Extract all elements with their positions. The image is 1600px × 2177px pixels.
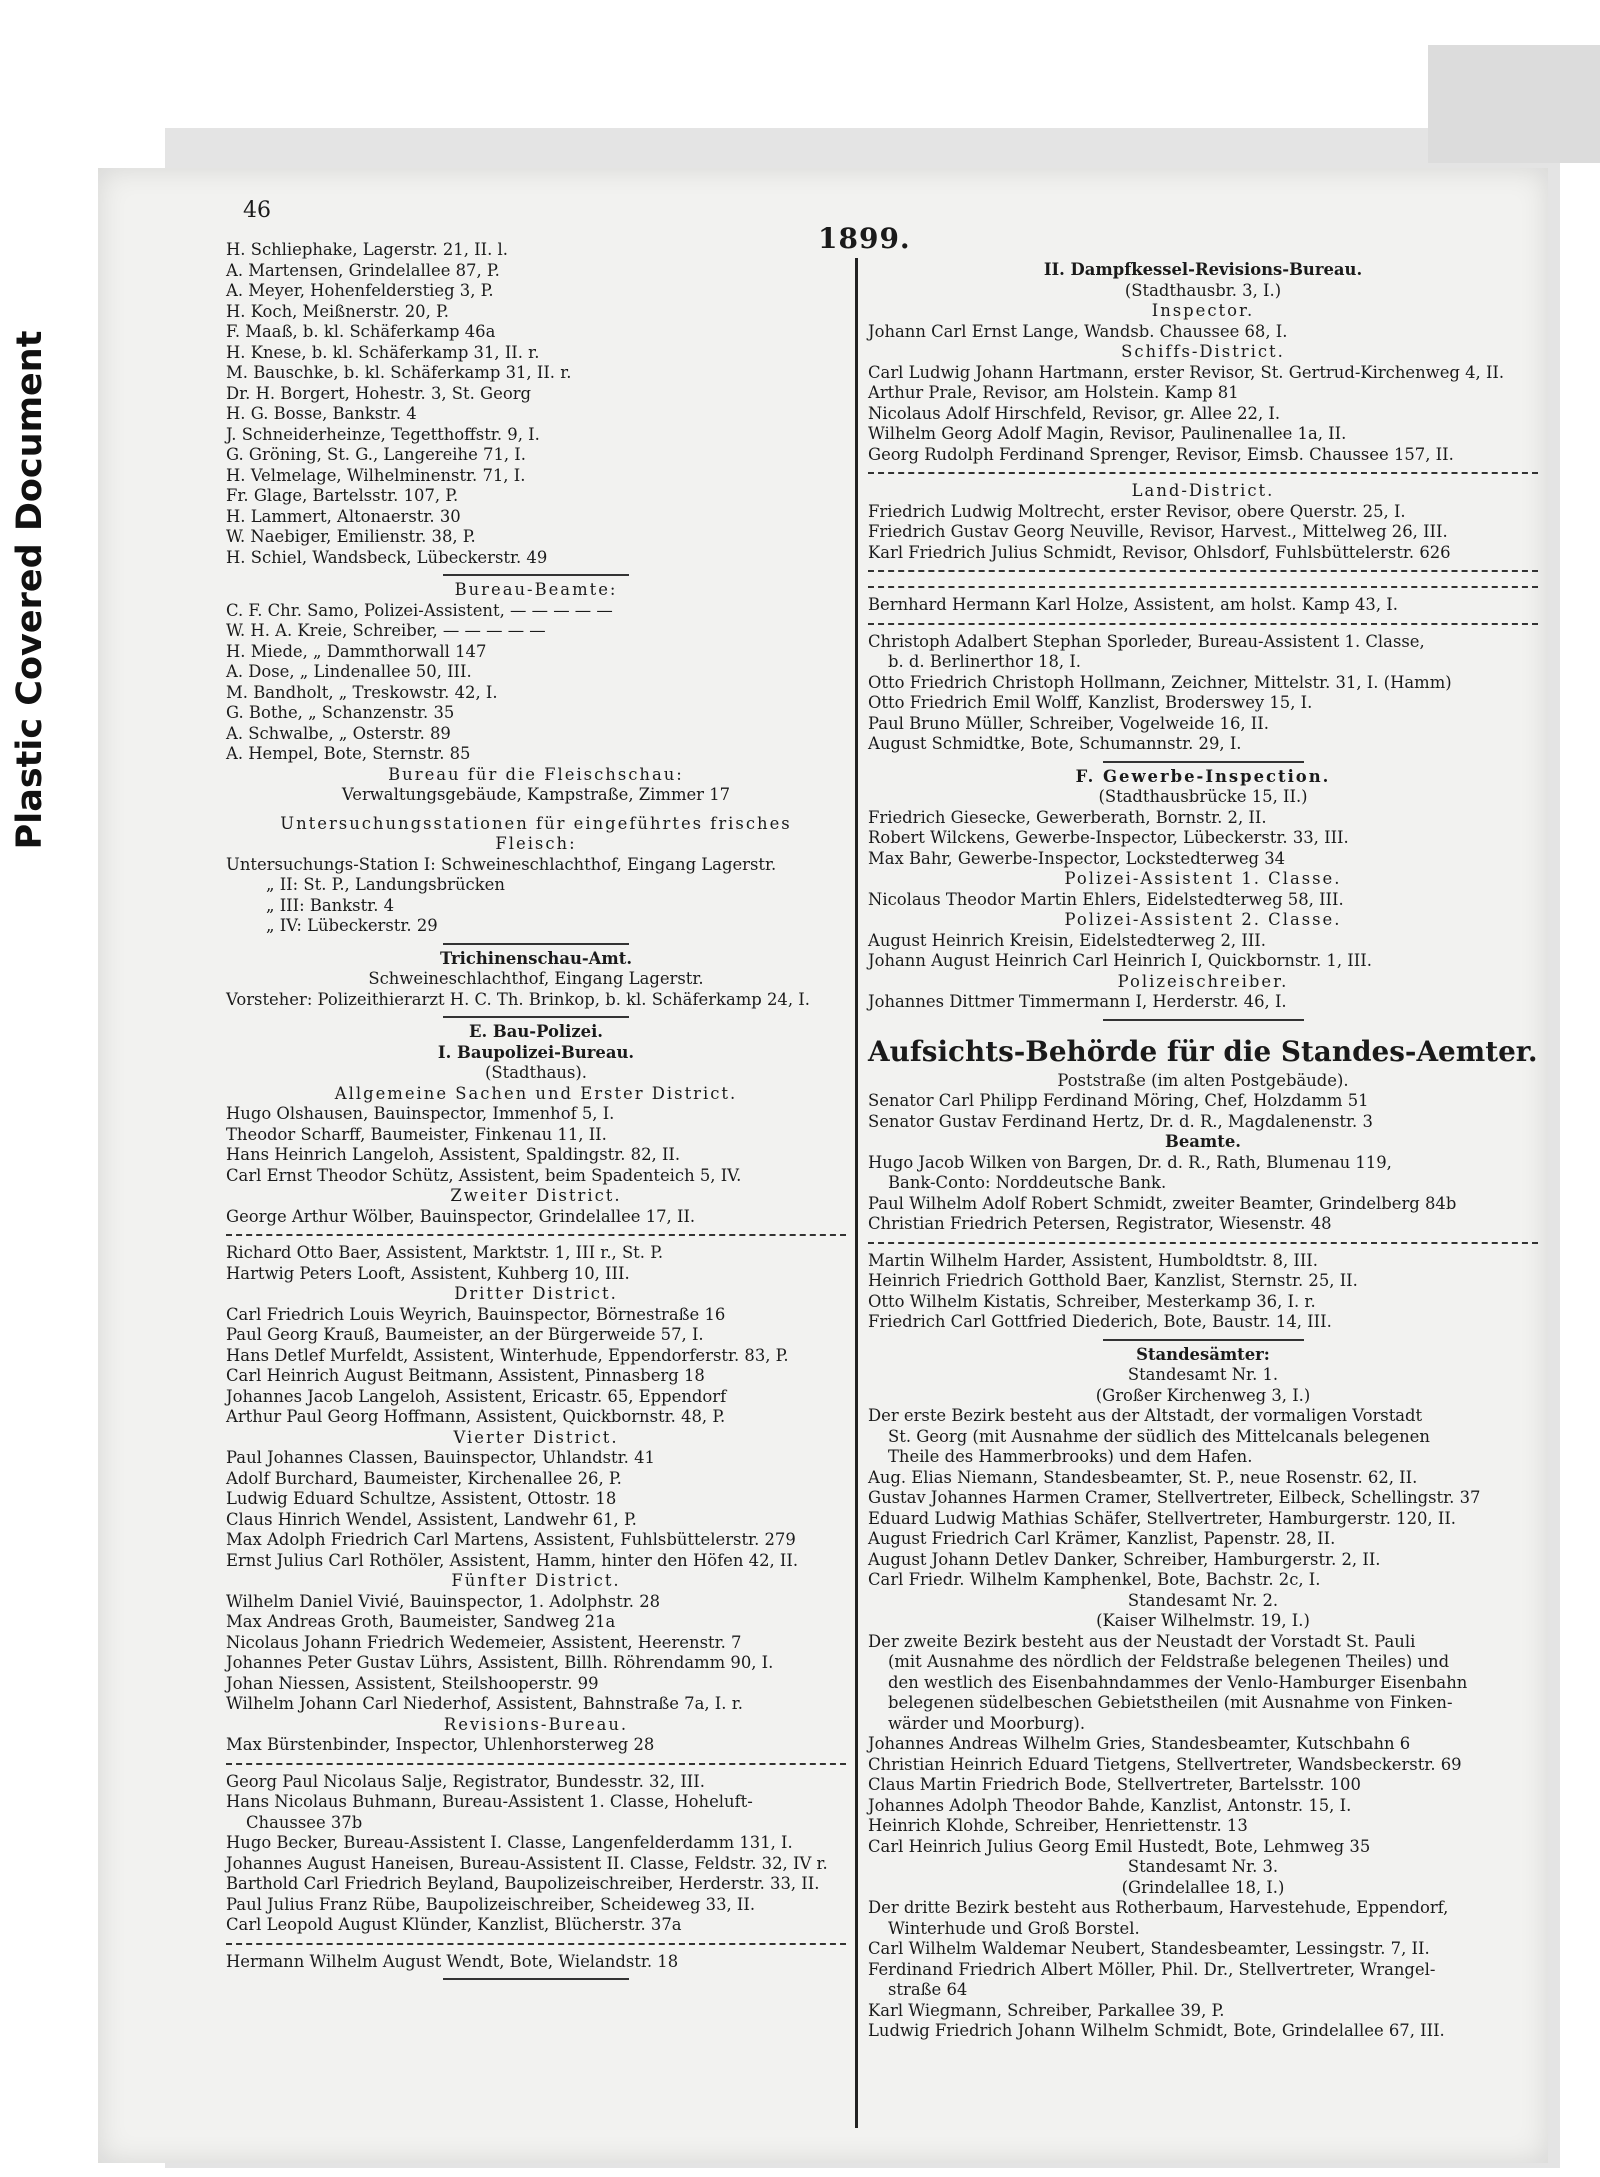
section-heading: Standesämter: (1136, 1344, 1270, 1364)
entry-line: Heinrich Klohde, Schreiber, Henriettenstr. 13 (868, 1816, 1248, 1835)
entry-line: Max Bahr, Gewerbe-Inspector, Lockstedterweg 34 (868, 848, 1286, 868)
entry-line: Carl Friedrich Louis Weyrich, Bauinspector, Börnestraße 16 (226, 1304, 726, 1324)
section-heading: F. Gewerbe-Inspection. (1075, 766, 1331, 786)
page-number: 46 (243, 198, 271, 223)
entry-line: Otto Friedrich Emil Wolff, Kanzlist, Broderswey 15, I. (868, 693, 1313, 712)
entry-line: St. Georg (mit Ausnahme der südlich des Mittelcanals belegenen (888, 1426, 1430, 1446)
entry-line: Standesamt Nr. 1. (1127, 1365, 1279, 1384)
entry-line: H. Schliephake, Lagerstr. 21, II. l. (226, 240, 508, 259)
entry-line: A. Meyer, Hohenfelderstieg 3, P. (226, 281, 494, 300)
entry-line: August Heinrich Kreisin, Eidelstedterweg 2, III. (868, 930, 1266, 950)
entry-line: Paul Wilhelm Adolf Robert Schmidt, zweiter Beamter, Grindelberg 84b (868, 1193, 1457, 1213)
entry-line: Nicolaus Johann Friedrich Wedemeier, Assistent, Heerenstr. 7 (226, 1632, 742, 1652)
section-heading: Revisions-Bureau. (443, 1714, 629, 1734)
page-edge (1428, 45, 1600, 163)
dashed-separator (868, 579, 1538, 595)
entry-line: G. Bothe, „ Schanzenstr. 35 (226, 703, 455, 722)
section-heading: Bureau für die Fleischschau: (388, 764, 684, 784)
entry-line: Carl Leopold August Klünder, Kanzlist, Blücherstr. 37a (226, 1915, 682, 1934)
entry-line: Hugo Becker, Bureau-Assistent I. Classe, Langenfelderdamm 131, I. (226, 1833, 793, 1852)
entry-line: Untersuchungs-Station I: Schweineschlachthof, Eingang Lagerstr. (226, 854, 777, 874)
entry-line: H. Lammert, Altonaerstr. 30 (226, 506, 461, 526)
entry-line: August Johann Detlev Danker, Schreiber, Hamburgerstr. 2, II. (868, 1549, 1381, 1569)
entry-line: August Schmidtke, Bote, Schumannstr. 29, I. (868, 734, 1242, 753)
entry-line: H. Schiel, Wandsbeck, Lübeckerstr. 49 (226, 547, 548, 567)
entry-line: Standesamt Nr. 2. (1127, 1590, 1279, 1610)
entry-line: Carl Heinrich August Beitmann, Assistent, Pinnasberg 18 (226, 1366, 705, 1385)
entry-line: Johan Niessen, Assistent, Steilshooperstr. 99 (226, 1673, 599, 1693)
entry-line: Chaussee 37b (246, 1812, 363, 1832)
entry-line: Ferdinand Friedrich Albert Möller, Phil. Dr., Stellvertreter, Wrangel- (868, 1959, 1436, 1979)
separator (226, 1972, 846, 1984)
entry-line: J. Schneiderheinze, Tegetthoffstr. 9, I. (226, 424, 540, 444)
entry-line: Friedrich Giesecke, Gewerberath, Bornstr. 2, II. (868, 807, 1267, 827)
entry-line: Johannes Dittmer Timmermann I, Herderstr. 46, I. (868, 992, 1287, 1011)
entry-line: „ IV: Lübeckerstr. 29 (266, 916, 438, 935)
entry-line: Christoph Adalbert Stephan Sporleder, Bureau-Assistent 1. Classe, (868, 631, 1425, 651)
entry-line: Arthur Paul Georg Hoffmann, Assistent, Quickbornstr. 48, P. (226, 1407, 726, 1426)
entry-line: Paul Georg Krauß, Baumeister, an der Bürgerweide 57, I. (226, 1325, 704, 1344)
entry-line: Johann Carl Ernst Lange, Wandsb. Chaussee 68, I. (868, 321, 1288, 341)
entry-line: „ III: Bankstr. 4 (266, 895, 395, 915)
entry-line: C. F. Chr. Samo, Polizei-Assistent, — — — — — (226, 600, 613, 620)
section-heading: Inspector. (1151, 301, 1255, 320)
entry-line: (mit Ausnahme des nördlich der Feldstraße belegenen Theiles) und (888, 1652, 1450, 1671)
section-heading: Fleisch: (495, 834, 577, 853)
section-heading: I. Baupolizei-Bureau. (437, 1042, 635, 1062)
section-heading: Beamte. (1165, 1132, 1241, 1151)
entry-line: Fr. Glage, Bartelsstr. 107, P. (226, 486, 459, 505)
entry-line: Otto Friedrich Christoph Hollmann, Zeichner, Mittelstr. 31, I. (Hamm) (868, 672, 1452, 692)
entry-line: Martin Wilhelm Harder, Assistent, Humboldtstr. 8, III. (868, 1250, 1318, 1270)
section-heading: Schiffs-District. (1121, 342, 1285, 361)
entry-line: Standesamt Nr. 3. (1127, 1857, 1279, 1876)
entry-line: A. Martensen, Grindelallee 87, P. (226, 260, 500, 280)
entry-line: Johannes Jacob Langeloh, Assistent, Ericastr. 65, Eppendorf (226, 1386, 727, 1406)
entry-line: W. H. A. Kreie, Schreiber, — — — — — (226, 621, 546, 640)
entry-line: Poststraße (im alten Postgebäude). (1057, 1070, 1349, 1090)
entry-line: Paul Johannes Classen, Bauinspector, Uhlandstr. 41 (226, 1448, 655, 1467)
entry-line: Barthold Carl Friedrich Beyland, Baupolizeischreiber, Herderstr. 33, II. (226, 1874, 820, 1893)
entry-line: den westlich des Eisenbahndammes der Venlo-Hamburger Eisenbahn (888, 1672, 1468, 1692)
section-heading: Zweiter District. (450, 1186, 622, 1205)
entry-line: Ernst Julius Carl Rothöler, Assistent, Hamm, hinter den Höfen 42, II. (226, 1550, 799, 1570)
entry-line: (Stadthausbr. 3, I.) (1124, 280, 1282, 300)
entry-line: Carl Ludwig Johann Hartmann, erster Revisor, St. Gertrud-Kirchenweg 4, II. (868, 362, 1505, 382)
entry-line: Nicolaus Adolf Hirschfeld, Revisor, gr. Allee 22, I. (868, 403, 1281, 423)
section-heading: Fünfter District. (451, 1571, 621, 1590)
entry-line: Der dritte Bezirk besteht aus Rotherbaum, Harvestehude, Eppendorf, (868, 1898, 1449, 1917)
entry-line: Bank-Conto: Norddeutsche Bank. (888, 1173, 1167, 1192)
overlay-label-text: Plastic Covered Document (10, 330, 50, 850)
entry-line: Wilhelm Johann Carl Niederhof, Assistent, Bahnstraße 7a, I. r. (226, 1694, 743, 1713)
entry-line: Johannes Andreas Wilhelm Gries, Standesbeamter, Kutschbahn 6 (868, 1734, 1411, 1753)
separator (226, 1010, 846, 1022)
entry-line: (Grindelallee 18, I.) (1121, 1877, 1285, 1897)
entry-line: Hugo Olshausen, Bauinspector, Immenhof 5, I. (226, 1104, 615, 1123)
separator (226, 568, 846, 580)
section-heading: Bureau-Beamte: (454, 580, 618, 599)
entry-line: Eduard Ludwig Mathias Schäfer, Stellvertreter, Hamburgerstr. 120, II. (868, 1508, 1457, 1528)
entry-line: Carl Friedr. Wilhelm Kamphenkel, Bote, Bachstr. 2c, I. (868, 1570, 1321, 1589)
entry-line: H. G. Bosse, Bankstr. 4 (226, 404, 417, 423)
separator (868, 755, 1538, 767)
entry-line: Hans Nicolaus Buhmann, Bureau-Assistent 1. Classe, Hoheluft- (226, 1792, 753, 1811)
entry-line: Paul Bruno Müller, Schreiber, Vogelweide 16, II. (868, 713, 1269, 733)
entry-line: Georg Paul Nicolaus Salje, Registrator, Bundesstr. 32, III. (226, 1771, 705, 1791)
entry-line: Der zweite Bezirk besteht aus der Neustadt der Vorstadt St. Pauli (868, 1631, 1416, 1651)
entry-line: M. Bauschke, b. kl. Schäferkamp 31, II. r. (226, 363, 572, 382)
entry-line: Senator Carl Philipp Ferdinand Möring, Chef, Holzdamm 51 (868, 1091, 1369, 1110)
entry-line: A. Hempel, Bote, Sternstr. 85 (226, 744, 471, 763)
entry-line: August Friedrich Carl Krämer, Kanzlist, Papenstr. 28, II. (868, 1529, 1336, 1548)
entry-line: H. Velmelage, Wilhelminenstr. 71, I. (226, 465, 526, 485)
entry-line: W. Naebiger, Emilienstr. 38, P. (226, 527, 476, 546)
separator (868, 1013, 1538, 1025)
entry-line: Georg Rudolph Ferdinand Sprenger, Revisor, Eimsb. Chaussee 157, II. (868, 444, 1454, 464)
entry-line: Vorsteher: Polizeithierarzt H. C. Th. Brinkop, b. kl. Schäferkamp 24, I. (226, 989, 810, 1009)
entry-line: F. Maaß, b. kl. Schäferkamp 46a (226, 322, 496, 341)
entry-line: Johann August Heinrich Carl Heinrich I, Quickbornstr. 1, III. (868, 951, 1372, 970)
entry-line: Karl Wiegmann, Schreiber, Parkallee 39, P. (868, 2000, 1225, 2020)
entry-line: A. Dose, „ Lindenallee 50, III. (226, 662, 472, 681)
section-heading: Land-District. (1131, 481, 1275, 500)
spacer (226, 806, 846, 814)
document-page (98, 168, 1548, 2163)
entry-line: H. Knese, b. kl. Schäferkamp 31, II. r. (226, 342, 540, 362)
entry-line: wärder und Moorburg). (888, 1713, 1086, 1733)
dashed-separator (226, 1756, 846, 1772)
entry-line: belegenen südelbeschen Gebietstheilen (mit Ausnahme von Finken- (888, 1693, 1453, 1712)
entry-line: Nicolaus Theodor Martin Ehlers, Eidelstedterweg 58, III. (868, 889, 1344, 909)
entry-line: (Stadthausbrücke 15, II.) (1098, 787, 1308, 806)
entry-line: Friedrich Gustav Georg Neuville, Revisor, Harvest., Mittelweg 26, III. (868, 522, 1448, 541)
entry-line: Christian Friedrich Petersen, Registrator, Wiesenstr. 48 (868, 1214, 1332, 1233)
entry-line: Wilhelm Daniel Vivié, Bauinspector, 1. Adolphstr. 28 (226, 1591, 661, 1611)
dashed-separator (868, 1235, 1538, 1251)
entry-line: Robert Wilckens, Gewerbe-Inspector, Lübeckerstr. 33, III. (868, 828, 1349, 847)
section-heading: Allgemeine Sachen und Erster District. (334, 1083, 738, 1103)
entry-line: Adolf Burchard, Baumeister, Kirchenallee 26, P. (226, 1468, 622, 1488)
section-heading: Untersuchungsstationen für eingeführtes frisches (280, 813, 792, 833)
entry-line: Bernhard Hermann Karl Holze, Assistent, am holst. Kamp 43, I. (868, 595, 1398, 614)
entry-line: Carl Ernst Theodor Schütz, Assistent, beim Spadenteich 5, IV. (226, 1165, 742, 1185)
column-divider (855, 258, 858, 2128)
entry-line: Friedrich Carl Gottfried Diederich, Bote, Baustr. 14, III. (868, 1312, 1332, 1331)
entry-line: Hartwig Peters Looft, Assistent, Kuhberg 10, III. (226, 1263, 630, 1283)
entry-line: Theodor Scharff, Baumeister, Finkenau 11, II. (226, 1124, 607, 1144)
entry-line: (Großer Kirchenweg 3, I.) (1095, 1385, 1311, 1405)
entry-line: Johannes August Haneisen, Bureau-Assistent II. Classe, Feldstr. 32, IV r. (226, 1853, 828, 1873)
section-heading: Polizeischreiber. (1117, 971, 1289, 991)
section-heading: E. Bau-Polizei. (468, 1022, 604, 1041)
entry-line: „ II: St. P., Landungsbrücken (266, 875, 505, 894)
dashed-separator (868, 563, 1538, 579)
entry-line: Verwaltungsgebäude, Kampstraße, Zimmer 17 (341, 785, 731, 804)
entry-line: Arthur Prale, Revisor, am Holstein. Kamp 81 (868, 383, 1239, 402)
section-heading: Polizei-Assistent 1. Classe. (1064, 869, 1342, 888)
entry-line: Friedrich Ludwig Moltrecht, erster Revisor, obere Querstr. 25, I. (868, 501, 1406, 521)
entry-line: (Stadthaus). (485, 1063, 587, 1082)
section-heading: Vierter District. (453, 1427, 619, 1447)
entry-line: Hans Detlef Murfeldt, Assistent, Winterhude, Eppendorferstr. 83, P. (226, 1345, 789, 1365)
entry-line: Carl Wilhelm Waldemar Neubert, Standesbeamter, Lessingstr. 7, II. (868, 1939, 1430, 1958)
entry-line: Christian Heinrich Eduard Tietgens, Stellvertreter, Wandsbeckerstr. 69 (868, 1754, 1462, 1774)
entry-line: Hans Heinrich Langeloh, Assistent, Spaldingstr. 82, II. (226, 1145, 681, 1164)
entry-line: Dr. H. Borgert, Hohestr. 3, St. Georg (226, 383, 532, 403)
entry-line: H. Miede, „ Dammthorwall 147 (226, 641, 487, 661)
entry-line: Johannes Adolph Theodor Bahde, Kanzlist, Antonstr. 15, I. (868, 1795, 1352, 1815)
section-heading: Aufsichts-Behörde für die Standes-Aemter. (868, 1034, 1538, 1068)
entry-line: H. Koch, Meißnerstr. 20, P. (226, 301, 449, 321)
entry-line: Johannes Peter Gustav Lührs, Assistent, Billh. Röhrendamm 90, I. (226, 1653, 774, 1672)
entry-line: Claus Hinrich Wendel, Assistent, Landwehr 61, P. (226, 1509, 637, 1529)
entry-line: Gustav Johannes Harmen Cramer, Stellvertreter, Eilbeck, Schellingstr. 37 (868, 1488, 1481, 1507)
dashed-separator (868, 616, 1538, 632)
entry-line: Richard Otto Baer, Assistent, Marktstr. 1, III r., St. P. (226, 1243, 664, 1262)
entry-line: straße 64 (888, 1980, 968, 1999)
section-heading: Dritter District. (454, 1284, 618, 1303)
entry-line: Heinrich Friedrich Gotthold Baer, Kanzlist, Sternstr. 25, II. (868, 1271, 1358, 1290)
entry-line: Winterhude und Groß Borstel. (888, 1918, 1140, 1938)
entry-line: Der erste Bezirk besteht aus der Altstadt, der vormaligen Vorstadt (868, 1406, 1423, 1425)
entry-line: A. Schwalbe, „ Osterstr. 89 (226, 723, 451, 743)
entry-line: b. d. Berlinerthor 18, I. (888, 652, 1081, 671)
entry-line: Hugo Jacob Wilken von Bargen, Dr. d. R., Rath, Blumenau 119, (868, 1152, 1392, 1172)
entry-line: Wilhelm Georg Adolf Magin, Revisor, Paulinenallee 1a, II. (868, 424, 1347, 443)
entry-line: Schweineschlachthof, Eingang Lagerstr. (368, 969, 704, 988)
entry-line: Hermann Wilhelm August Wendt, Bote, Wielandstr. 18 (226, 1951, 679, 1971)
entry-line: Max Adolph Friedrich Carl Martens, Assistent, Fuhlsbüttelerstr. 279 (226, 1530, 796, 1549)
dashed-separator (226, 1227, 846, 1243)
dashed-separator (868, 465, 1538, 481)
entry-line: Theile des Hammerbrooks) und dem Hafen. (888, 1447, 1253, 1466)
separator (226, 937, 846, 949)
entry-line: Claus Martin Friedrich Bode, Stellvertreter, Bartelsstr. 100 (868, 1775, 1361, 1794)
right-column (868, 260, 1538, 2042)
entry-line: George Arthur Wölber, Bauinspector, Grindelallee 17, II. (226, 1206, 696, 1226)
entry-line: Ludwig Friedrich Johann Wilhelm Schmidt, Bote, Grindelallee 67, III. (868, 2021, 1445, 2040)
entry-line: Paul Julius Franz Rübe, Baupolizeischreiber, Scheideweg 33, II. (226, 1894, 756, 1914)
left-column (226, 240, 846, 1984)
section-heading: Trichinenschau-Amt. (439, 948, 633, 968)
year-heading: 1899. (818, 222, 911, 255)
entry-line: G. Gröning, St. G., Langereihe 71, I. (226, 445, 526, 464)
entry-line: Otto Wilhelm Kistatis, Schreiber, Mesterkamp 36, I. r. (868, 1291, 1316, 1311)
entry-line: Ludwig Eduard Schultze, Assistent, Ottostr. 18 (226, 1489, 617, 1508)
entry-line: Karl Friedrich Julius Schmidt, Revisor, Ohlsdorf, Fuhlsbüttelerstr. 626 (868, 542, 1451, 562)
section-heading: II. Dampfkessel-Revisions-Bureau. (1043, 260, 1363, 279)
section-heading: Polizei-Assistent 2. Classe. (1064, 910, 1342, 929)
entry-line: Senator Gustav Ferdinand Hertz, Dr. d. R., Magdalenenstr. 3 (868, 1111, 1373, 1131)
dashed-separator (226, 1936, 846, 1952)
overlay-label (0, 310, 60, 870)
entry-line: (Kaiser Wilhelmstr. 19, I.) (1096, 1611, 1310, 1630)
entry-line: Max Bürstenbinder, Inspector, Uhlenhorsterweg 28 (226, 1735, 655, 1754)
entry-line: M. Bandholt, „ Treskowstr. 42, I. (226, 682, 498, 702)
separator (868, 1333, 1538, 1345)
entry-line: Carl Heinrich Julius Georg Emil Hustedt, Bote, Lehmweg 35 (868, 1836, 1371, 1856)
entry-line: Aug. Elias Niemann, Standesbeamter, St. P., neue Rosenstr. 62, II. (868, 1467, 1418, 1487)
entry-line: Max Andreas Groth, Baumeister, Sandweg 21a (226, 1612, 616, 1631)
